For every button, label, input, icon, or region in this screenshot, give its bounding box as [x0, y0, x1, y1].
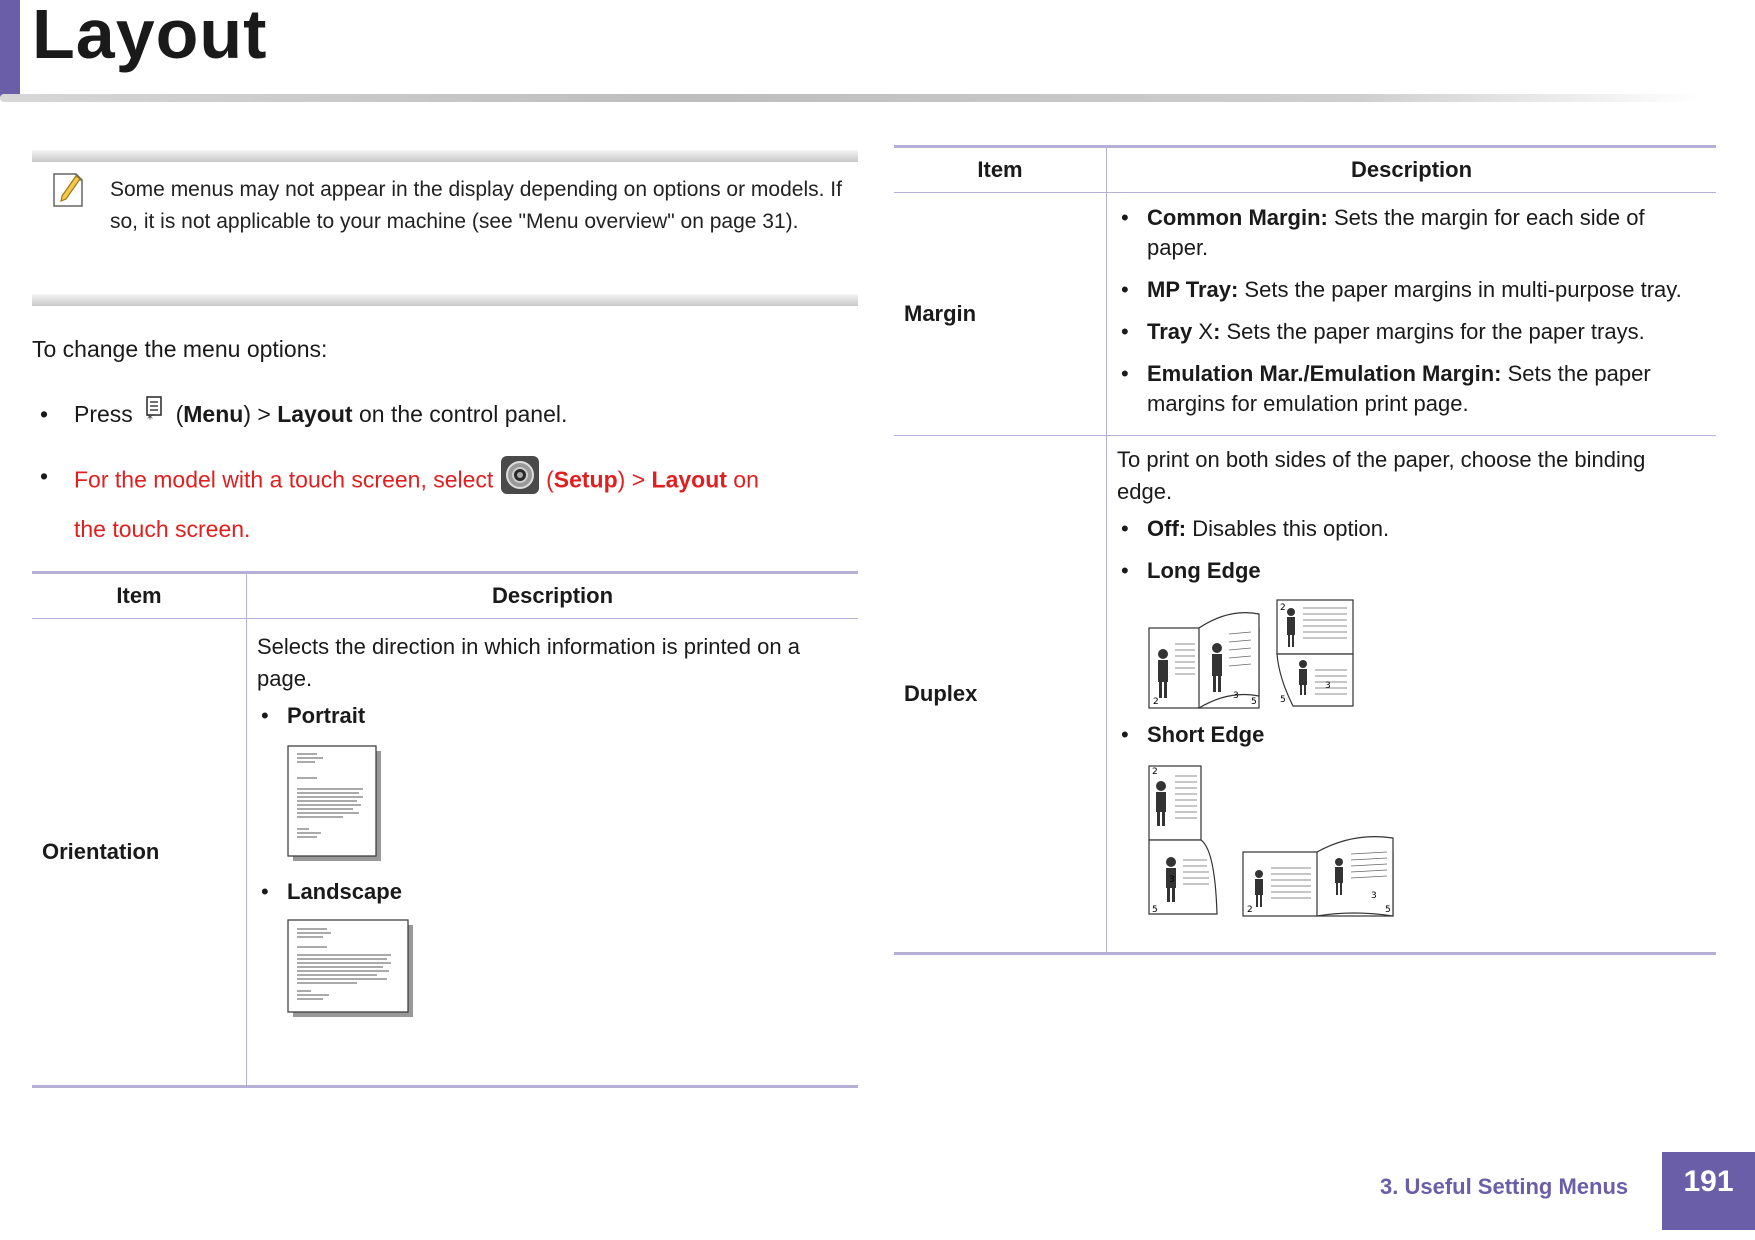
margin-common: • Common Margin: Sets the margin for each side of paper. — [1117, 203, 1706, 263]
step-control-panel: • Press * (Menu) > Layout on the control panel. — [40, 393, 840, 437]
svg-text:2: 2 — [1153, 697, 1159, 707]
table-row-orientation — [32, 619, 858, 1087]
portrait-page-illustration — [287, 745, 848, 871]
duplex-off: • Off: Disables this option. — [1117, 514, 1706, 544]
long-edge-illustration — [1147, 598, 1706, 714]
step2-suffix: on the touch screen. — [74, 466, 759, 542]
svg-text:3: 3 — [1371, 891, 1377, 901]
step2-layout: Layout — [651, 466, 727, 493]
step1-suffix: on the control panel. — [352, 401, 568, 427]
step1-menu: Menu — [183, 401, 244, 427]
setup-gear-icon — [500, 455, 540, 508]
header-item: Item — [894, 147, 1107, 193]
intro-text: To change the menu options: — [32, 336, 328, 362]
note-pencil-icon — [50, 168, 86, 208]
svg-text:*: * — [147, 412, 154, 425]
note-top-bar — [32, 150, 858, 162]
svg-text:3: 3 — [1233, 691, 1239, 701]
orientation-table — [32, 571, 858, 1088]
svg-text:2: 2 — [1247, 905, 1253, 915]
svg-text:3: 3 — [1169, 875, 1175, 885]
footer-section-label: 3. Useful Setting Menus — [1380, 1174, 1629, 1199]
header-item: Item — [32, 573, 247, 619]
svg-text:5: 5 — [1251, 697, 1257, 707]
svg-text:5: 5 — [1280, 695, 1286, 705]
duplex-desc: To print on both sides of the paper, choose the binding edge. — [1117, 447, 1646, 504]
svg-text:2: 2 — [1280, 603, 1286, 613]
note-bottom-bar — [32, 294, 858, 306]
item-orientation: Orientation — [32, 619, 247, 1087]
bullet: • — [40, 463, 49, 489]
step2-setup: Setup — [553, 466, 618, 493]
header-description: Description — [247, 573, 859, 619]
item-margin: Margin — [894, 193, 1107, 436]
landscape-label: Landscape — [287, 879, 402, 904]
page-title: Layout — [32, 0, 268, 73]
svg-text:5: 5 — [1152, 905, 1158, 915]
title-accent-bar — [0, 0, 20, 97]
duplex-long-edge: • Long Edge — [1117, 556, 1706, 586]
svg-text:5: 5 — [1385, 905, 1391, 915]
header-description: Description — [1107, 147, 1717, 193]
short-edge-book — [1243, 837, 1393, 916]
step2-prefix: For the model with a touch screen, select — [74, 466, 500, 493]
margin-emulation: • Emulation Mar./Emulation Margin: Sets the paper margins for emulation print page. — [1117, 359, 1706, 419]
page-number: 191 — [1662, 1152, 1755, 1230]
menu-button-icon — [139, 394, 169, 437]
table-row-duplex — [894, 436, 1716, 954]
step-touch-screen: • For the model with a touch screen, select (Setup) > Layout on the touch screen. — [40, 455, 840, 550]
step2-mid: ) > — [617, 466, 652, 493]
margin-mp-tray: • MP Tray: Sets the paper margins in multi-purpose tray. — [1117, 275, 1706, 305]
item-duplex: Duplex — [894, 436, 1107, 954]
svg-text:3: 3 — [1325, 681, 1331, 691]
margin-tray: • Tray X: Sets the paper margins for the paper trays. — [1117, 317, 1706, 347]
bullet: • — [40, 401, 49, 427]
step1-layout: Layout — [277, 401, 353, 427]
short-edge-illustration — [1147, 762, 1706, 922]
step1-prefix: Press — [74, 401, 140, 427]
margin-duplex-table — [894, 145, 1716, 955]
landscape-page-illustration — [287, 919, 848, 1025]
duplex-short-edge: • Short Edge — [1117, 720, 1706, 750]
table-row-margin — [894, 193, 1716, 436]
portrait-label: Portrait — [287, 703, 366, 728]
svg-text:2: 2 — [1152, 767, 1158, 777]
long-edge-flip — [1277, 600, 1353, 706]
title-rule — [0, 94, 1700, 102]
note-text: Some menus may not appear in the display depending on options or models. If so, it is not applicable to your machine (see "Menu overview" on page 31). — [110, 178, 842, 233]
step1-mid: ) > — [243, 401, 278, 427]
orientation-desc: Selects the direction in which information is printed on a page. — [257, 634, 800, 691]
